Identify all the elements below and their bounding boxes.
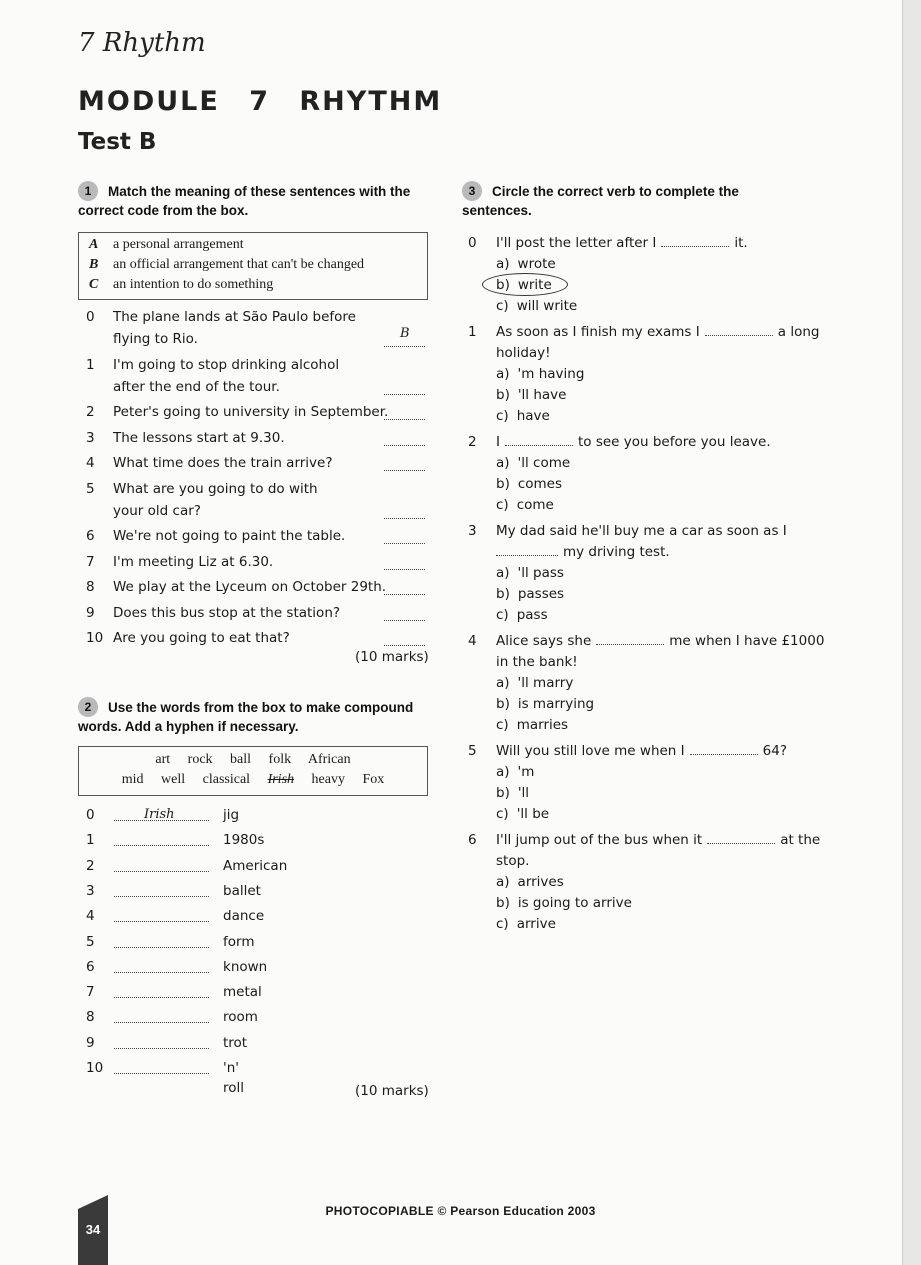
option-letter: c) [496,497,509,513]
option-letter: b) [496,696,510,712]
sentence-text: after the end of the tour. [113,378,280,395]
exercise-1-instructions: Match the meaning of these sentences with the correct code from the box. [78,184,411,218]
compound-word: ballet [223,882,261,899]
question-number: 10 [86,1060,104,1076]
compound-word: American [223,857,288,874]
sentence-end: a long [777,324,820,340]
exercise-2-instructions: Use the words from the box to make compound words. Add a hyphen if necessary. [78,700,414,734]
option-text: passes [517,586,565,602]
option-letter: b) [496,277,510,293]
answer-blank[interactable] [384,555,425,570]
sentence-start: My dad said he'll buy me a car as soon as I [496,523,787,539]
option-text: arrive [516,916,556,932]
sentence-text: We play at the Lyceum on October 29th. [113,579,387,595]
question-number: 5 [86,480,95,497]
box-word: well [161,772,186,787]
sentence-text: I'm meeting Liz at 6.30. [113,553,274,570]
exercise-3-instructions: Circle the correct verb to complete the sentences. [462,184,739,218]
answer-blank[interactable] [384,580,425,595]
sentence-text [496,233,811,254]
sentence-start: Will you still love me when I [496,743,685,759]
answer-blank[interactable] [705,323,773,336]
option-text: come [516,497,554,513]
option-text: have [516,408,550,424]
question-number: 9 [86,1034,95,1051]
question-number: 8 [86,579,95,595]
question-number: 9 [86,604,95,621]
copyright-footer: PHOTOCOPIABLE © Pearson Education 2003 [325,1204,596,1218]
exercise-2-marks: (10 marks) [355,1083,429,1099]
word-box-line-2 [79,772,427,788]
compound-word-box [78,746,428,796]
sentence-text [496,830,821,851]
option-text: write [517,277,552,293]
answer-blank[interactable] [384,380,425,395]
question-number: 0 [468,235,477,251]
answer-blank[interactable] [114,809,209,821]
answer-blank[interactable] [114,910,209,922]
answer-option[interactable] [496,762,534,783]
question-number: 3 [468,523,477,539]
option-letter: b) [496,387,510,403]
answer-blank[interactable] [114,834,209,846]
option-text: comes [517,476,563,492]
page-number: 34 [85,1222,101,1237]
question-number: 5 [86,933,95,950]
answer-blank[interactable] [661,234,729,247]
option-text: 'll pass [517,565,564,581]
sentence-start: Alice says she [496,633,592,649]
answer-option[interactable] [496,563,564,584]
exercise-number-badge: 3 [462,181,482,201]
sentence-text: Does this bus stop at the station? [113,604,341,621]
answer-option[interactable] [496,296,577,317]
sentence-start: I'll post the letter after I [496,235,657,251]
code-meaning: an intention to do something [113,277,274,292]
answer-blank[interactable] [114,986,209,998]
exercise-1-heading [78,182,428,220]
question-number: 1 [86,356,95,373]
option-letter: b) [496,785,510,801]
question-number: 1 [468,324,477,340]
option-text: 'll marry [517,675,574,691]
compound-word: known [223,958,268,975]
answer-option[interactable] [496,914,556,935]
sentence-end: at the [780,832,821,848]
answer-option[interactable] [496,694,594,715]
sentence-start: I'll jump out of the bus when it [496,832,703,848]
answer-blank[interactable] [384,326,425,347]
box-row [79,235,427,255]
question-number: 4 [468,633,477,649]
sentence-text: What time does the train arrive? [113,455,333,471]
answer-blank[interactable] [114,1037,209,1049]
compound-word: 'n' roll [223,1060,245,1096]
option-letter: b) [496,895,510,911]
answer-option[interactable] [496,673,573,694]
option-text: arrives [517,874,564,890]
code-letter: B [89,257,99,272]
sentence-end: 64? [762,743,787,759]
question-number: 7 [86,553,95,570]
box-word: rock [187,752,213,767]
question-number: 1 [86,832,95,849]
answer-option[interactable] [496,364,584,385]
continuation-text: in the bank! [496,654,578,670]
box-word: Fox [362,772,385,787]
sentence-text: The plane lands at São Paulo before [113,309,356,325]
sentence-text: What are you going to do with [113,480,318,497]
sentence-text [496,432,811,453]
answer-blank[interactable] [496,543,558,556]
continuation-text: my driving test. [563,544,670,560]
exercise-3-heading [462,182,802,220]
sentence-text: your old car? [113,502,201,519]
option-letter: b) [496,586,510,602]
option-text: will write [516,298,578,314]
sentence-text [496,741,811,762]
sentence-text: We're not going to paint the table. [113,528,346,544]
option-letter: b) [496,476,510,492]
option-letter: c) [496,408,509,424]
option-text: 'll [517,785,530,801]
exercise-1-marks: (10 marks) [355,649,429,665]
answer-blank[interactable] [384,631,425,646]
sentence-start: I [496,434,500,450]
answer-blank[interactable] [384,456,425,471]
answer-blank[interactable] [114,961,209,973]
answer-option[interactable] [496,605,548,626]
exercise-2-heading [78,698,428,736]
answer-option[interactable] [496,893,632,914]
question-number: 6 [86,528,95,544]
compound-word: form [223,933,255,950]
sentence-text [496,631,825,652]
answer-option[interactable] [496,453,570,474]
handwritten-answer: Irish [144,807,175,822]
question-number: 0 [86,309,95,325]
answer-blank[interactable] [384,405,425,420]
option-text: 'll come [517,455,571,471]
answer-blank[interactable] [114,885,209,897]
sentence-text: Peter's going to university in September. [113,404,389,420]
word-box-line-1 [79,752,427,768]
answer-blank[interactable] [114,1011,209,1023]
compound-word: room [223,1009,258,1026]
question-number: 8 [86,1009,95,1026]
page-edge [902,0,921,1265]
option-letter: c) [496,916,509,932]
sentence-continuation [496,851,529,872]
continuation-text: stop. [496,853,530,869]
question-number: 4 [86,908,95,925]
option-text: 'll have [517,387,567,403]
question-number: 0 [86,807,95,823]
box-word: mid [121,772,144,787]
answer-blank[interactable] [707,831,775,844]
option-text: is marrying [517,696,595,712]
answer-option[interactable] [496,254,556,275]
option-letter: c) [496,806,509,822]
answer-blank[interactable] [114,936,209,948]
answer-blank[interactable] [384,529,425,544]
option-text: is going to arrive [517,895,632,911]
code-meaning: an official arrangement that can't be changed [113,257,365,272]
box-word: Irish [267,772,295,787]
sentence-continuation [496,652,578,673]
box-word: art [155,752,171,767]
box-word: ball [230,752,252,767]
answer-blank[interactable] [690,742,758,755]
code-letter: C [89,277,99,292]
answer-blank[interactable] [384,606,425,621]
meaning-code-box [78,232,428,300]
option-letter: a) [496,256,510,272]
option-text: 'm having [517,366,585,382]
question-number: 3 [86,429,95,446]
answer-option[interactable] [496,783,529,804]
sentence-end: it. [734,235,748,251]
box-word: classical [202,772,251,787]
code-meaning: a personal arrangement [113,237,244,252]
answer-option[interactable] [496,385,566,406]
answer-blank[interactable] [505,433,573,446]
answer-blank[interactable] [384,504,425,519]
sentence-text: flying to Rio. [113,331,198,347]
question-number: 4 [86,455,95,471]
continuation-text: holiday! [496,345,551,361]
option-text: 'm [517,764,535,780]
box-row [79,275,427,295]
sentence-text: I'm going to stop drinking alcohol [113,356,340,373]
question-number: 10 [86,630,104,646]
answer-option[interactable] [496,474,562,495]
box-word: African [307,752,351,767]
question-number: 7 [86,984,95,1001]
answer-blank[interactable] [114,1062,209,1074]
question-number: 3 [86,882,95,899]
compound-word: metal [223,984,262,1001]
answer-option[interactable] [496,872,564,893]
option-letter: a) [496,675,510,691]
compound-word: 1980s [223,832,265,849]
answer-blank[interactable] [384,431,425,446]
module-title: MODULE 7 RHYTHM [78,86,443,117]
answer-option[interactable] [496,715,568,736]
option-text: wrote [517,256,556,272]
answer-blank[interactable] [596,632,664,645]
question-number: 2 [468,434,477,450]
sentence-continuation [496,343,551,364]
sentence-continuation [496,542,670,563]
handwritten-title: 7 Rhythm [78,28,206,58]
option-text: 'll be [516,806,550,822]
compound-word: jig [223,807,240,823]
question-number: 2 [86,857,95,874]
option-letter: a) [496,764,510,780]
compound-word: trot [223,1034,248,1051]
box-word: heavy [311,772,345,787]
option-text: marries [516,717,569,733]
sentence-text: Are you going to eat that? [113,630,290,646]
option-letter: c) [496,298,509,314]
sentence-end: to see you before you leave. [577,434,771,450]
circled-answer [482,273,568,296]
sentence-text [496,322,820,343]
answer-option[interactable] [496,495,554,516]
question-number: 6 [86,958,95,975]
option-text: pass [516,607,548,623]
exercise-number-badge: 2 [78,697,98,717]
answer-option[interactable] [496,584,564,605]
option-letter: a) [496,874,510,890]
box-word: folk [268,752,292,767]
option-letter: a) [496,565,510,581]
test-title: Test B [78,129,157,155]
exercise-number-badge: 1 [78,181,98,201]
answer-blank[interactable] [114,860,209,872]
question-number: 2 [86,404,95,420]
answer-option[interactable] [496,804,549,825]
handwritten-answer: B [400,326,410,341]
sentence-end: me when I have £1000 [669,633,825,649]
question-number: 6 [468,832,477,848]
box-row [79,255,427,275]
option-letter: a) [496,455,510,471]
sentence-text: The lessons start at 9.30. [113,429,285,446]
answer-option[interactable] [496,406,550,427]
code-letter: A [89,237,99,252]
compound-word: dance [223,908,265,925]
option-letter: c) [496,607,509,623]
question-number: 5 [468,743,477,759]
sentence-text [496,521,811,542]
option-letter: a) [496,366,510,382]
sentence-start: As soon as I finish my exams I [496,324,700,340]
option-letter: c) [496,717,509,733]
